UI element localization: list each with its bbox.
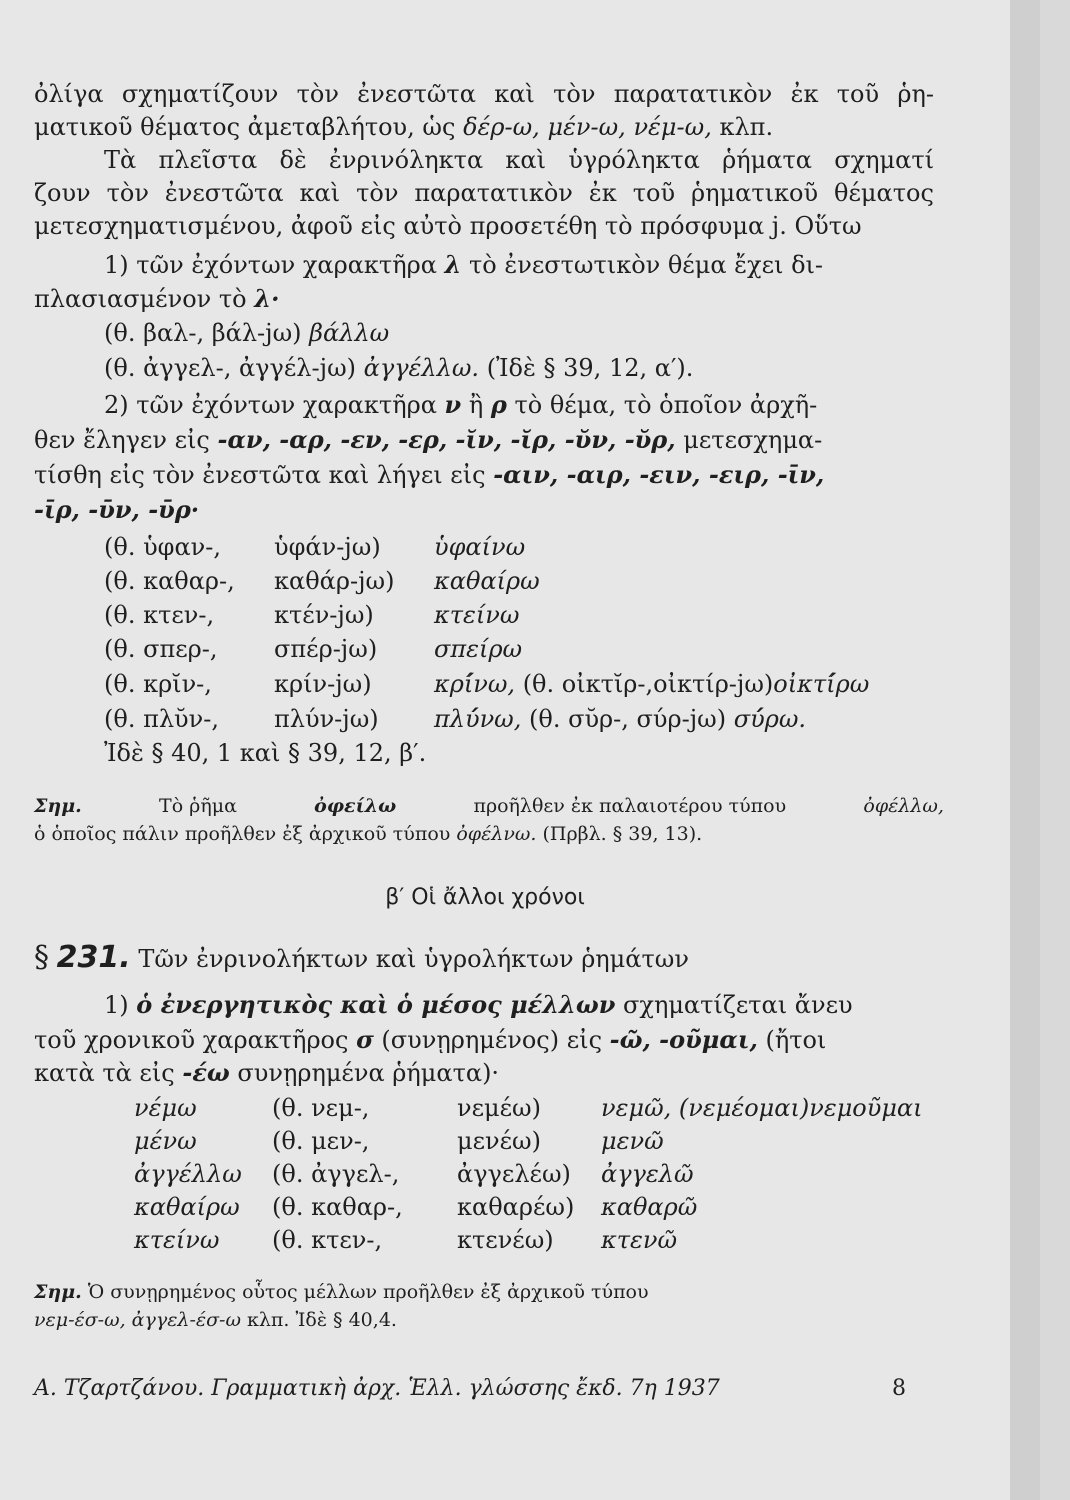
character-letter: σ — [356, 1025, 374, 1054]
text: κατὰ τὰ εἰς — [34, 1059, 175, 1087]
stem: (θ. ὑφαν-, — [104, 533, 221, 561]
text-line — [34, 177, 934, 209]
table-row — [134, 1224, 923, 1257]
table-cell: (θ. κτεν-, — [272, 1226, 383, 1254]
word: καὶ — [505, 146, 547, 174]
example-verbs: δέρ-ω, μέν-ω, νέμ-ω, — [463, 113, 712, 141]
text: προῆλθεν ἐκ παλαιοτέρου τύπου — [473, 795, 787, 817]
text: Ἰδὲ § 40, 1 καὶ § 39, 12, β′. — [104, 739, 427, 767]
table-row — [134, 1191, 923, 1224]
word: ὀλίγα — [34, 80, 104, 108]
stem-j: σπέρ-jω) — [274, 635, 378, 663]
verb-form: βάλλω — [309, 319, 390, 347]
stem: (θ. σπερ-, — [104, 635, 218, 663]
example-line — [104, 668, 869, 700]
future-tense-table — [134, 1092, 923, 1257]
stem-j: ὑφάν-jω) — [274, 533, 381, 561]
text: 1) τῶν ἐχόντων χαρακτῆρα — [104, 251, 437, 279]
character-letter: λ — [444, 250, 462, 279]
stem: (θ. σῠρ-, σύρ-jω) — [529, 705, 727, 733]
example-line — [104, 633, 522, 665]
example-line — [104, 565, 540, 597]
example-line — [104, 703, 806, 735]
text: Τὸ ῥῆμα — [159, 795, 237, 817]
word: θέματος — [834, 179, 934, 207]
text-line — [34, 1057, 499, 1089]
word: ζουν — [34, 179, 91, 207]
table-cell: ἀγγέλλω — [134, 1160, 242, 1188]
stem: (θ. οἰκτῐρ-,οἰκτίρ-jω) — [522, 670, 774, 698]
example-line — [104, 352, 693, 384]
word: ὑγρόληκτα — [568, 146, 700, 174]
text: (ἤτοι — [765, 1026, 827, 1054]
text-line — [34, 424, 822, 456]
stem: (θ. βαλ-, βάλ-jω) — [104, 319, 302, 347]
endings: -αν, -αρ, -εν, -ερ, -ῐν, -ῐρ, -ῠν, -ῠρ, — [217, 425, 676, 454]
table-row — [134, 1158, 923, 1191]
example-line — [104, 317, 389, 349]
section-title: Τῶν ἐνρινολήκτων καὶ ὑγρολήκτων ῥημάτων — [138, 945, 689, 973]
rule-2-line — [104, 389, 817, 421]
text: σχηματίζεται ἄνευ — [623, 991, 853, 1019]
table-cell: (θ. νεμ-, — [272, 1094, 370, 1122]
endings: -αιν, -αιρ, -ειν, -ειρ, -ῑν, — [493, 460, 825, 489]
word: παρατατικὸν — [414, 179, 573, 207]
cross-reference: (Ἰδὲ § 39, 12, α′). — [486, 354, 694, 382]
text-line — [34, 78, 934, 110]
table-cell: νεμῶ, (νεμέομαι)νεμοῦμαι — [601, 1094, 923, 1122]
verb-form: ὀφείλω — [314, 795, 397, 817]
character-letter: λ· — [254, 284, 280, 313]
text: συνῃρημένα ῥήματα)· — [237, 1059, 500, 1087]
stem: (θ. πλῠν-, — [104, 705, 219, 733]
page-number: 8 — [892, 1376, 906, 1401]
word: πλεῖστα — [158, 146, 258, 174]
text: μετεσχηματισμένου, ἀφοῦ εἰς αὐτὸ προσετέθη τὸ πρόσφυμα j. Οὕτω — [34, 212, 862, 240]
verb-form: ὀφέλλω, — [863, 795, 944, 817]
text: Ὁ συνῃρημένος οὗτος μέλλων προῆλθεν ἐξ ἀρχικοῦ τύπου — [87, 1281, 649, 1303]
word: ἐνρινόληκτα — [329, 146, 484, 174]
table-cell: νέμω — [134, 1094, 197, 1122]
cross-reference — [104, 737, 426, 769]
table-cell: μενέω) — [457, 1127, 541, 1155]
text-line — [104, 989, 853, 1021]
table-cell: ἀγγελέω) — [457, 1160, 571, 1188]
word: ῥηματικοῦ — [691, 179, 819, 207]
text: (συνῃρημένος) εἰς — [381, 1026, 603, 1054]
word: ἐκ — [790, 80, 819, 108]
note-line — [34, 818, 702, 850]
text-line — [34, 111, 773, 143]
text-line — [104, 144, 934, 176]
text: θεν ἔληγεν εἰς — [34, 426, 210, 454]
stem-j: κτέν-jω) — [274, 601, 374, 629]
word: σχηματί — [834, 146, 934, 174]
text-line — [34, 459, 824, 491]
section-sign: § — [34, 940, 49, 975]
section-title-line — [34, 938, 689, 979]
text: 1) — [104, 991, 129, 1019]
note-label: Σημ. — [34, 1281, 82, 1303]
text-line — [34, 1024, 826, 1056]
example-line — [104, 531, 525, 563]
section-heading: β′ Οἱ ἄλλοι χρόνοι — [385, 885, 585, 910]
table-cell: κτενέω) — [457, 1226, 554, 1254]
word: ἐκ — [588, 179, 617, 207]
table-cell: μένω — [134, 1127, 197, 1155]
emphasis: ὁ ἐνεργητικὸς καὶ ὁ μέσος μέλλων — [136, 990, 616, 1019]
page-footer — [34, 1376, 906, 1401]
word: παρατατικὸν — [613, 80, 773, 108]
table-cell: κτενῶ — [601, 1226, 678, 1254]
text: τίσθη εἰς τὸν ἐνεστῶτα καὶ λήγει εἰς — [34, 461, 486, 489]
table-cell: καθαρέω) — [457, 1193, 575, 1221]
endings: -ῶ, -οῦμαι, — [609, 1025, 758, 1054]
footer-source: Α. Τζαρτζάνου. Γραμματικὴ ἀρχ. Ἑλλ. γλώσσης ἔκδ. 7η 1937 — [34, 1376, 720, 1401]
word: τοῦ — [836, 80, 880, 108]
stem-j: πλύν-jω) — [274, 705, 379, 733]
text: ἢ — [468, 391, 484, 419]
verb-form: πλύ́νω, — [434, 705, 522, 733]
word: ἐνεστῶτα — [164, 179, 284, 207]
character-letter: ν — [444, 390, 462, 419]
note-label: Σημ. — [34, 795, 82, 817]
table-row — [134, 1092, 923, 1125]
stem-j: κρίν-jω) — [274, 670, 372, 698]
cross-reference: (Πρβλ. § 39, 13). — [542, 823, 703, 845]
word: τὸν — [553, 80, 596, 108]
verb-form: σπείρω — [434, 635, 523, 663]
text: τοῦ χρονικοῦ χαρακτῆρος — [34, 1026, 349, 1054]
word: τὸν — [106, 179, 149, 207]
word: τὸν — [296, 80, 339, 108]
word: καὶ — [299, 179, 341, 207]
table-cell: (θ. μεν-, — [272, 1127, 370, 1155]
word: Τὰ — [104, 146, 137, 174]
verb-form: νεμ-έσ-ω, ἀγγελ-έσ-ω — [34, 1309, 241, 1331]
endings: -ῑρ, -ῡν, -ῡρ· — [34, 495, 200, 524]
table-cell: (θ. ἀγγελ-, — [272, 1160, 400, 1188]
verb-form: ὀφέλνω. — [456, 823, 537, 845]
verb-form: οἰκτί́ρω — [773, 670, 870, 698]
stem-j: καθάρ-jω) — [274, 567, 395, 595]
stem: (θ. ἀγγελ-, ἀγγέλ-jω) — [104, 354, 356, 382]
word: ῥη- — [897, 80, 934, 108]
rule-1-line — [104, 249, 823, 281]
character-letter: ρ — [490, 390, 507, 419]
text: 2) τῶν ἐχόντων χαρακτῆρα — [104, 391, 437, 419]
word: σχηματίζουν — [121, 80, 279, 108]
text: μετεσχημα- — [683, 426, 823, 454]
text: πλασιασμένον τὸ — [34, 285, 247, 313]
page-edge-shadow — [1010, 0, 1040, 1500]
example-line — [104, 599, 519, 631]
stem: (θ. κτεν-, — [104, 601, 215, 629]
endings: -έω — [182, 1058, 230, 1087]
text: ὁ ὁποῖος πάλιν προῆλθεν ἐξ ἀρχικοῦ τύπου — [34, 823, 451, 845]
text: τὸ θέμα, τὸ ὁποῖον ἀρχῆ- — [514, 391, 818, 419]
text: τὸ ἐνεστωτικὸν θέμα ἔχει δι- — [469, 251, 824, 279]
verb-form: ἀγγέλλω. — [363, 354, 480, 382]
section-number: 231. — [56, 940, 131, 975]
cross-reference: κλπ. Ἰδὲ § 40,4. — [247, 1309, 397, 1331]
table-cell: μενῶ — [601, 1127, 664, 1155]
table-row — [134, 1125, 923, 1158]
text-line — [34, 283, 279, 315]
table-cell: καθαίρω — [134, 1193, 240, 1221]
verb-form: ὑφαίνω — [434, 533, 526, 561]
stem: (θ. καθαρ-, — [104, 567, 235, 595]
note-line — [34, 1304, 397, 1336]
text: ματικοῦ θέματος ἀμεταβλήτου, ὡς — [34, 113, 456, 141]
verb-form: καθαίρω — [434, 567, 540, 595]
text-line — [34, 210, 862, 242]
verb-form: κτείνω — [434, 601, 520, 629]
word: καὶ — [494, 80, 535, 108]
word: ἐνεστῶτα — [357, 80, 476, 108]
word: ῥήματα — [722, 146, 812, 174]
word: δὲ — [279, 146, 307, 174]
verb-form: κρί́νω, — [434, 670, 516, 698]
stem: (θ. κρῐν-, — [104, 670, 212, 698]
table-cell: κτείνω — [134, 1226, 220, 1254]
table-cell: καθαρῶ — [601, 1193, 698, 1221]
table-cell: ἀγγελῶ — [601, 1160, 694, 1188]
table-cell: νεμέω) — [457, 1094, 541, 1122]
text: κλπ. — [719, 113, 774, 141]
word: τοῦ — [632, 179, 676, 207]
table-cell: (θ. καθαρ-, — [272, 1193, 403, 1221]
verb-form: σύ́ρω. — [733, 705, 807, 733]
word: τὸν — [356, 179, 399, 207]
text-line — [34, 494, 199, 526]
